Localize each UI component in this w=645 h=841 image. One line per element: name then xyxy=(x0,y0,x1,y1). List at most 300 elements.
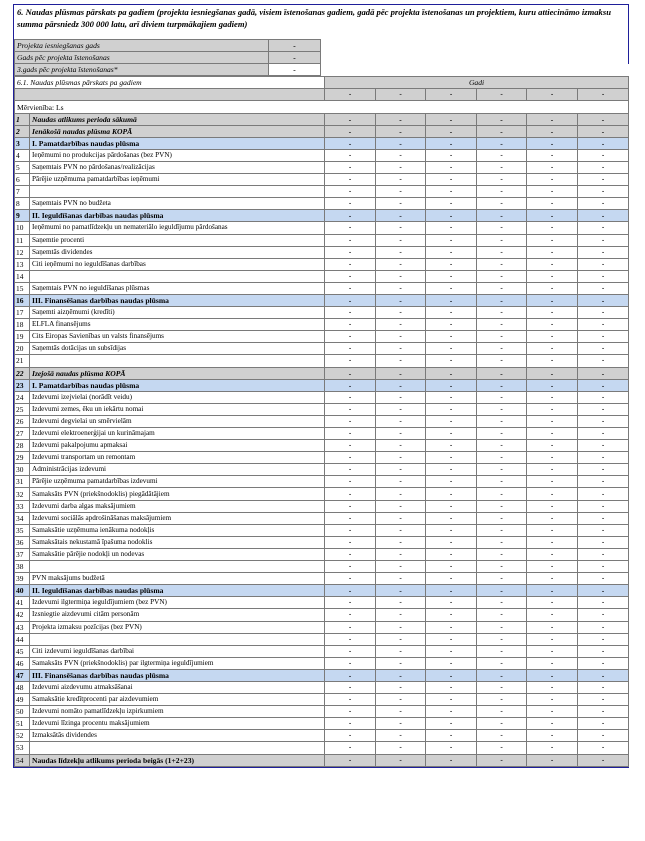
year-value-cell[interactable]: - xyxy=(376,367,426,379)
year-value-cell[interactable]: - xyxy=(376,343,426,355)
year-value-cell[interactable]: - xyxy=(426,440,477,452)
year-value-cell[interactable]: - xyxy=(527,174,578,186)
year-value-cell[interactable]: - xyxy=(527,258,578,270)
year-value-cell[interactable]: - xyxy=(325,657,376,669)
year-value-cell[interactable]: - xyxy=(578,161,629,173)
year-value-cell[interactable]: - xyxy=(376,488,426,500)
year-value-cell[interactable]: - xyxy=(477,597,527,609)
year-value-cell[interactable]: - xyxy=(426,391,477,403)
year-value-cell[interactable]: - xyxy=(578,270,629,282)
year-value-cell[interactable]: - xyxy=(477,657,527,669)
year-value-cell[interactable]: - xyxy=(527,706,578,718)
year-value-cell[interactable]: - xyxy=(477,669,527,681)
year-value-cell[interactable]: - xyxy=(426,222,477,234)
year-value-cell[interactable]: - xyxy=(477,621,527,633)
year-value-cell[interactable]: - xyxy=(376,452,426,464)
year-value-cell[interactable]: - xyxy=(325,585,376,597)
year-value-cell[interactable]: - xyxy=(376,246,426,258)
year-value-cell[interactable]: - xyxy=(578,294,629,306)
year-value-cell[interactable]: - xyxy=(578,113,629,125)
year-value-cell[interactable]: - xyxy=(578,718,629,730)
year-value-cell[interactable]: - xyxy=(426,294,477,306)
year-value-cell[interactable]: - xyxy=(527,210,578,222)
year-value-cell[interactable]: - xyxy=(527,742,578,754)
year-value-cell[interactable]: - xyxy=(325,524,376,536)
year-value-cell[interactable]: - xyxy=(578,367,629,379)
year-value-cell[interactable]: - xyxy=(477,573,527,585)
year-value-cell[interactable]: - xyxy=(578,573,629,585)
year-value-cell[interactable]: - xyxy=(426,403,477,415)
year-value-cell[interactable]: - xyxy=(376,307,426,319)
year-value-cell[interactable]: - xyxy=(527,307,578,319)
year-value-cell[interactable]: - xyxy=(477,500,527,512)
year-value-cell[interactable]: - xyxy=(578,282,629,294)
year-value-cell[interactable]: - xyxy=(578,137,629,149)
year-value-cell[interactable]: - xyxy=(527,367,578,379)
year-value-cell[interactable]: - xyxy=(376,319,426,331)
year-value-cell[interactable]: - xyxy=(578,706,629,718)
year-value-cell[interactable]: - xyxy=(426,561,477,573)
year-value-cell[interactable]: - xyxy=(527,186,578,198)
year-value-cell[interactable]: - xyxy=(578,125,629,137)
year-value-cell[interactable]: - xyxy=(578,319,629,331)
year-value-cell[interactable]: - xyxy=(477,198,527,210)
year-value-cell[interactable]: - xyxy=(527,440,578,452)
year-value-cell[interactable]: - xyxy=(325,681,376,693)
year-value-cell[interactable]: - xyxy=(578,428,629,440)
year-value-cell[interactable]: - xyxy=(578,500,629,512)
year-value-cell[interactable]: - xyxy=(325,428,376,440)
year-value-cell[interactable]: - xyxy=(325,500,376,512)
year-value-cell[interactable]: - xyxy=(477,548,527,560)
year-value-cell[interactable]: - xyxy=(527,488,578,500)
year-value-cell[interactable]: - xyxy=(376,113,426,125)
year-value-cell[interactable]: - xyxy=(477,307,527,319)
year-value-cell[interactable]: - xyxy=(477,730,527,742)
year-value-cell[interactable]: - xyxy=(477,524,527,536)
year-value-cell[interactable]: - xyxy=(477,609,527,621)
year-value-cell[interactable]: - xyxy=(527,524,578,536)
project-year-value[interactable]: - xyxy=(269,64,321,76)
year-value-cell[interactable]: - xyxy=(376,706,426,718)
year-value-cell[interactable]: - xyxy=(477,706,527,718)
year-value-cell[interactable]: - xyxy=(325,730,376,742)
year-value-cell[interactable]: - xyxy=(578,234,629,246)
year-value-cell[interactable]: - xyxy=(426,476,477,488)
year-value-cell[interactable]: - xyxy=(527,512,578,524)
year-value-cell[interactable]: - xyxy=(527,125,578,137)
year-value-cell[interactable]: - xyxy=(578,694,629,706)
year-value-cell[interactable]: - xyxy=(325,694,376,706)
year-value-cell[interactable]: - xyxy=(376,512,426,524)
year-value-cell[interactable]: - xyxy=(426,258,477,270)
year-value-cell[interactable]: - xyxy=(376,174,426,186)
year-value-cell[interactable]: - xyxy=(477,754,527,766)
year-value-cell[interactable]: - xyxy=(477,270,527,282)
year-value-cell[interactable]: - xyxy=(325,561,376,573)
year-value-cell[interactable]: - xyxy=(477,440,527,452)
year-value-cell[interactable]: - xyxy=(426,669,477,681)
year-value-cell[interactable]: - xyxy=(527,645,578,657)
year-value-cell[interactable]: - xyxy=(376,282,426,294)
year-value-cell[interactable]: - xyxy=(376,742,426,754)
year-value-cell[interactable]: - xyxy=(325,415,376,427)
year-value-cell[interactable]: - xyxy=(527,391,578,403)
year-value-cell[interactable]: - xyxy=(376,234,426,246)
year-value-cell[interactable]: - xyxy=(325,597,376,609)
year-value-cell[interactable]: - xyxy=(578,210,629,222)
year-value-cell[interactable]: - xyxy=(578,597,629,609)
year-value-cell[interactable]: - xyxy=(477,476,527,488)
year-value-cell[interactable]: - xyxy=(325,125,376,137)
year-value-cell[interactable]: - xyxy=(527,415,578,427)
year-value-cell[interactable]: - xyxy=(376,428,426,440)
year-value-cell[interactable]: - xyxy=(527,573,578,585)
year-value-cell[interactable]: - xyxy=(376,718,426,730)
year-value-cell[interactable]: - xyxy=(527,161,578,173)
year-value-cell[interactable]: - xyxy=(477,585,527,597)
year-value-cell[interactable]: - xyxy=(426,246,477,258)
year-value-cell[interactable]: - xyxy=(376,379,426,391)
year-value-cell[interactable]: - xyxy=(527,149,578,161)
year-value-cell[interactable]: - xyxy=(376,258,426,270)
year-value-cell[interactable]: - xyxy=(578,548,629,560)
year-value-cell[interactable]: - xyxy=(527,621,578,633)
year-value-cell[interactable]: - xyxy=(426,633,477,645)
year-value-cell[interactable]: - xyxy=(477,645,527,657)
year-value-cell[interactable]: - xyxy=(578,149,629,161)
year-value-cell[interactable]: - xyxy=(477,149,527,161)
year-value-cell[interactable]: - xyxy=(578,621,629,633)
year-value-cell[interactable]: - xyxy=(527,113,578,125)
year-value-cell[interactable]: - xyxy=(325,174,376,186)
year-value-cell[interactable]: - xyxy=(325,536,376,548)
year-value-cell[interactable]: - xyxy=(426,657,477,669)
year-value-cell[interactable]: - xyxy=(376,548,426,560)
year-value-cell[interactable]: - xyxy=(426,174,477,186)
year-value-cell[interactable]: - xyxy=(578,186,629,198)
year-value-cell[interactable]: - xyxy=(527,355,578,367)
year-value-cell[interactable]: - xyxy=(426,113,477,125)
year-value-cell[interactable]: - xyxy=(426,198,477,210)
year-value-cell[interactable]: - xyxy=(527,548,578,560)
year-value-cell[interactable]: - xyxy=(426,331,477,343)
year-value-cell[interactable]: - xyxy=(325,355,376,367)
year-value-cell[interactable]: - xyxy=(527,536,578,548)
year-value-cell[interactable]: - xyxy=(376,500,426,512)
year-value-cell[interactable]: - xyxy=(325,282,376,294)
year-value-cell[interactable]: - xyxy=(325,367,376,379)
year-value-cell[interactable]: - xyxy=(426,379,477,391)
year-value-cell[interactable]: - xyxy=(325,161,376,173)
year-value-cell[interactable]: - xyxy=(477,464,527,476)
year-value-cell[interactable]: - xyxy=(426,282,477,294)
year-value-cell[interactable]: - xyxy=(477,282,527,294)
year-value-cell[interactable]: - xyxy=(477,343,527,355)
year-value-cell[interactable]: - xyxy=(376,621,426,633)
year-value-cell[interactable]: - xyxy=(578,585,629,597)
year-value-cell[interactable]: - xyxy=(426,536,477,548)
year-value-cell[interactable]: - xyxy=(578,258,629,270)
year-value-cell[interactable]: - xyxy=(578,754,629,766)
year-value-cell[interactable]: - xyxy=(325,270,376,282)
year-value-cell[interactable]: - xyxy=(426,645,477,657)
year-value-cell[interactable]: - xyxy=(426,234,477,246)
year-value-cell[interactable]: - xyxy=(527,294,578,306)
year-value-cell[interactable]: - xyxy=(426,609,477,621)
year-value-cell[interactable]: - xyxy=(325,464,376,476)
year-value-cell[interactable]: - xyxy=(325,137,376,149)
year-value-cell[interactable]: - xyxy=(527,754,578,766)
year-value-cell[interactable]: - xyxy=(578,488,629,500)
year-value-cell[interactable]: - xyxy=(527,597,578,609)
year-value-cell[interactable]: - xyxy=(477,379,527,391)
year-value-cell[interactable]: - xyxy=(477,137,527,149)
year-value-cell[interactable]: - xyxy=(325,669,376,681)
year-value-cell[interactable]: - xyxy=(325,210,376,222)
year-value-cell[interactable]: - xyxy=(477,246,527,258)
year-value-cell[interactable]: - xyxy=(376,585,426,597)
year-value-cell[interactable]: - xyxy=(578,452,629,464)
year-value-cell[interactable]: - xyxy=(376,464,426,476)
year-value-cell[interactable]: - xyxy=(325,488,376,500)
year-value-cell[interactable]: - xyxy=(578,609,629,621)
year-value-cell[interactable]: - xyxy=(426,512,477,524)
year-value-cell[interactable]: - xyxy=(426,367,477,379)
year-value-cell[interactable]: - xyxy=(376,694,426,706)
year-value-cell[interactable]: - xyxy=(325,633,376,645)
year-value-cell[interactable]: - xyxy=(578,343,629,355)
year-value-cell[interactable]: - xyxy=(426,137,477,149)
year-value-cell[interactable]: - xyxy=(578,246,629,258)
year-value-cell[interactable]: - xyxy=(477,210,527,222)
year-value-cell[interactable]: - xyxy=(527,633,578,645)
year-value-cell[interactable]: - xyxy=(376,440,426,452)
year-value-cell[interactable]: - xyxy=(376,657,426,669)
year-value-cell[interactable]: - xyxy=(325,621,376,633)
year-value-cell[interactable]: - xyxy=(325,391,376,403)
year-value-cell[interactable]: - xyxy=(527,198,578,210)
year-value-cell[interactable]: - xyxy=(426,694,477,706)
year-value-cell[interactable]: - xyxy=(527,246,578,258)
year-value-cell[interactable]: - xyxy=(426,186,477,198)
year-value-cell[interactable]: - xyxy=(527,500,578,512)
year-value-cell[interactable]: - xyxy=(527,464,578,476)
year-value-cell[interactable]: - xyxy=(426,500,477,512)
year-value-cell[interactable]: - xyxy=(376,536,426,548)
year-value-cell[interactable]: - xyxy=(527,718,578,730)
year-value-cell[interactable]: - xyxy=(477,403,527,415)
year-value-cell[interactable]: - xyxy=(426,307,477,319)
year-value-cell[interactable]: - xyxy=(527,270,578,282)
year-value-cell[interactable]: - xyxy=(325,343,376,355)
year-value-cell[interactable]: - xyxy=(325,573,376,585)
year-value-cell[interactable]: - xyxy=(477,742,527,754)
year-value-cell[interactable]: - xyxy=(325,307,376,319)
year-value-cell[interactable]: - xyxy=(477,633,527,645)
year-value-cell[interactable]: - xyxy=(325,754,376,766)
year-value-cell[interactable]: - xyxy=(376,403,426,415)
year-value-cell[interactable]: - xyxy=(578,355,629,367)
year-value-cell[interactable]: - xyxy=(325,476,376,488)
year-value-cell[interactable]: - xyxy=(325,258,376,270)
year-value-cell[interactable]: - xyxy=(325,379,376,391)
year-value-cell[interactable]: - xyxy=(578,403,629,415)
year-value-cell[interactable]: - xyxy=(426,488,477,500)
year-value-cell[interactable]: - xyxy=(325,718,376,730)
year-value-cell[interactable]: - xyxy=(325,331,376,343)
year-value-cell[interactable]: - xyxy=(376,524,426,536)
year-value-cell[interactable]: - xyxy=(376,355,426,367)
year-value-cell[interactable]: - xyxy=(426,718,477,730)
year-value-cell[interactable]: - xyxy=(527,669,578,681)
year-value-cell[interactable]: - xyxy=(578,415,629,427)
year-value-cell[interactable]: - xyxy=(527,379,578,391)
year-value-cell[interactable]: - xyxy=(325,609,376,621)
year-value-cell[interactable]: - xyxy=(325,706,376,718)
year-value-cell[interactable]: - xyxy=(325,294,376,306)
year-value-cell[interactable]: - xyxy=(376,161,426,173)
year-value-cell[interactable]: - xyxy=(376,210,426,222)
year-value-cell[interactable]: - xyxy=(578,681,629,693)
year-value-cell[interactable]: - xyxy=(426,343,477,355)
year-value-cell[interactable]: - xyxy=(477,428,527,440)
year-value-cell[interactable]: - xyxy=(376,476,426,488)
year-value-cell[interactable]: - xyxy=(527,694,578,706)
year-value-cell[interactable]: - xyxy=(527,476,578,488)
year-value-cell[interactable]: - xyxy=(477,258,527,270)
year-value-cell[interactable]: - xyxy=(578,379,629,391)
year-value-cell[interactable]: - xyxy=(527,561,578,573)
year-value-cell[interactable]: - xyxy=(477,161,527,173)
year-value-cell[interactable]: - xyxy=(527,657,578,669)
year-value-cell[interactable]: - xyxy=(426,681,477,693)
year-value-cell[interactable]: - xyxy=(527,137,578,149)
year-value-cell[interactable]: - xyxy=(578,440,629,452)
year-value-cell[interactable]: - xyxy=(426,319,477,331)
year-value-cell[interactable]: - xyxy=(426,621,477,633)
year-value-cell[interactable]: - xyxy=(426,415,477,427)
year-value-cell[interactable]: - xyxy=(477,319,527,331)
year-value-cell[interactable]: - xyxy=(527,609,578,621)
year-value-cell[interactable]: - xyxy=(578,476,629,488)
year-value-cell[interactable]: - xyxy=(527,343,578,355)
year-value-cell[interactable]: - xyxy=(376,415,426,427)
year-value-cell[interactable]: - xyxy=(426,754,477,766)
year-value-cell[interactable]: - xyxy=(477,234,527,246)
year-value-cell[interactable]: - xyxy=(578,742,629,754)
year-value-cell[interactable]: - xyxy=(325,319,376,331)
project-year-value[interactable]: - xyxy=(269,52,321,64)
year-value-cell[interactable]: - xyxy=(578,307,629,319)
year-value-cell[interactable]: - xyxy=(527,428,578,440)
year-value-cell[interactable]: - xyxy=(426,270,477,282)
year-value-cell[interactable]: - xyxy=(527,319,578,331)
year-value-cell[interactable]: - xyxy=(376,730,426,742)
year-value-cell[interactable]: - xyxy=(477,415,527,427)
year-value-cell[interactable]: - xyxy=(426,452,477,464)
year-value-cell[interactable]: - xyxy=(477,367,527,379)
year-value-cell[interactable]: - xyxy=(325,234,376,246)
year-value-cell[interactable]: - xyxy=(426,597,477,609)
year-value-cell[interactable]: - xyxy=(578,198,629,210)
year-value-cell[interactable]: - xyxy=(527,222,578,234)
year-value-cell[interactable]: - xyxy=(477,718,527,730)
year-value-cell[interactable]: - xyxy=(376,573,426,585)
year-value-cell[interactable]: - xyxy=(578,174,629,186)
year-value-cell[interactable]: - xyxy=(426,573,477,585)
year-value-cell[interactable]: - xyxy=(578,464,629,476)
year-value-cell[interactable]: - xyxy=(578,536,629,548)
year-value-cell[interactable]: - xyxy=(325,246,376,258)
year-value-cell[interactable]: - xyxy=(376,331,426,343)
year-value-cell[interactable]: - xyxy=(426,161,477,173)
year-value-cell[interactable]: - xyxy=(376,186,426,198)
year-value-cell[interactable]: - xyxy=(325,198,376,210)
year-value-cell[interactable]: - xyxy=(376,391,426,403)
year-value-cell[interactable]: - xyxy=(578,512,629,524)
year-value-cell[interactable]: - xyxy=(477,186,527,198)
year-value-cell[interactable]: - xyxy=(426,149,477,161)
year-value-cell[interactable]: - xyxy=(376,597,426,609)
year-value-cell[interactable]: - xyxy=(426,585,477,597)
year-value-cell[interactable]: - xyxy=(477,355,527,367)
year-value-cell[interactable]: - xyxy=(325,645,376,657)
year-value-cell[interactable]: - xyxy=(527,452,578,464)
year-value-cell[interactable]: - xyxy=(578,561,629,573)
year-value-cell[interactable]: - xyxy=(325,113,376,125)
year-value-cell[interactable]: - xyxy=(325,742,376,754)
year-value-cell[interactable]: - xyxy=(376,561,426,573)
year-value-cell[interactable]: - xyxy=(578,669,629,681)
year-value-cell[interactable]: - xyxy=(426,548,477,560)
project-year-value[interactable]: - xyxy=(269,40,321,52)
year-value-cell[interactable]: - xyxy=(325,186,376,198)
year-value-cell[interactable]: - xyxy=(426,125,477,137)
year-value-cell[interactable]: - xyxy=(426,730,477,742)
year-value-cell[interactable]: - xyxy=(527,681,578,693)
year-value-cell[interactable]: - xyxy=(527,403,578,415)
year-value-cell[interactable]: - xyxy=(376,669,426,681)
year-value-cell[interactable]: - xyxy=(376,645,426,657)
year-value-cell[interactable]: - xyxy=(578,730,629,742)
year-value-cell[interactable]: - xyxy=(477,331,527,343)
year-value-cell[interactable]: - xyxy=(477,561,527,573)
year-value-cell[interactable]: - xyxy=(527,331,578,343)
year-value-cell[interactable]: - xyxy=(376,137,426,149)
year-value-cell[interactable]: - xyxy=(376,633,426,645)
year-value-cell[interactable]: - xyxy=(325,149,376,161)
year-value-cell[interactable]: - xyxy=(376,294,426,306)
year-value-cell[interactable]: - xyxy=(578,222,629,234)
year-value-cell[interactable]: - xyxy=(477,694,527,706)
year-value-cell[interactable]: - xyxy=(325,548,376,560)
year-value-cell[interactable]: - xyxy=(477,125,527,137)
year-value-cell[interactable]: - xyxy=(578,524,629,536)
year-value-cell[interactable]: - xyxy=(477,294,527,306)
year-value-cell[interactable]: - xyxy=(527,234,578,246)
year-value-cell[interactable]: - xyxy=(376,198,426,210)
year-value-cell[interactable]: - xyxy=(376,125,426,137)
year-value-cell[interactable]: - xyxy=(426,742,477,754)
year-value-cell[interactable]: - xyxy=(376,609,426,621)
year-value-cell[interactable]: - xyxy=(426,524,477,536)
year-value-cell[interactable]: - xyxy=(527,585,578,597)
year-value-cell[interactable]: - xyxy=(477,452,527,464)
year-value-cell[interactable]: - xyxy=(325,440,376,452)
year-value-cell[interactable]: - xyxy=(376,681,426,693)
year-value-cell[interactable]: - xyxy=(477,536,527,548)
